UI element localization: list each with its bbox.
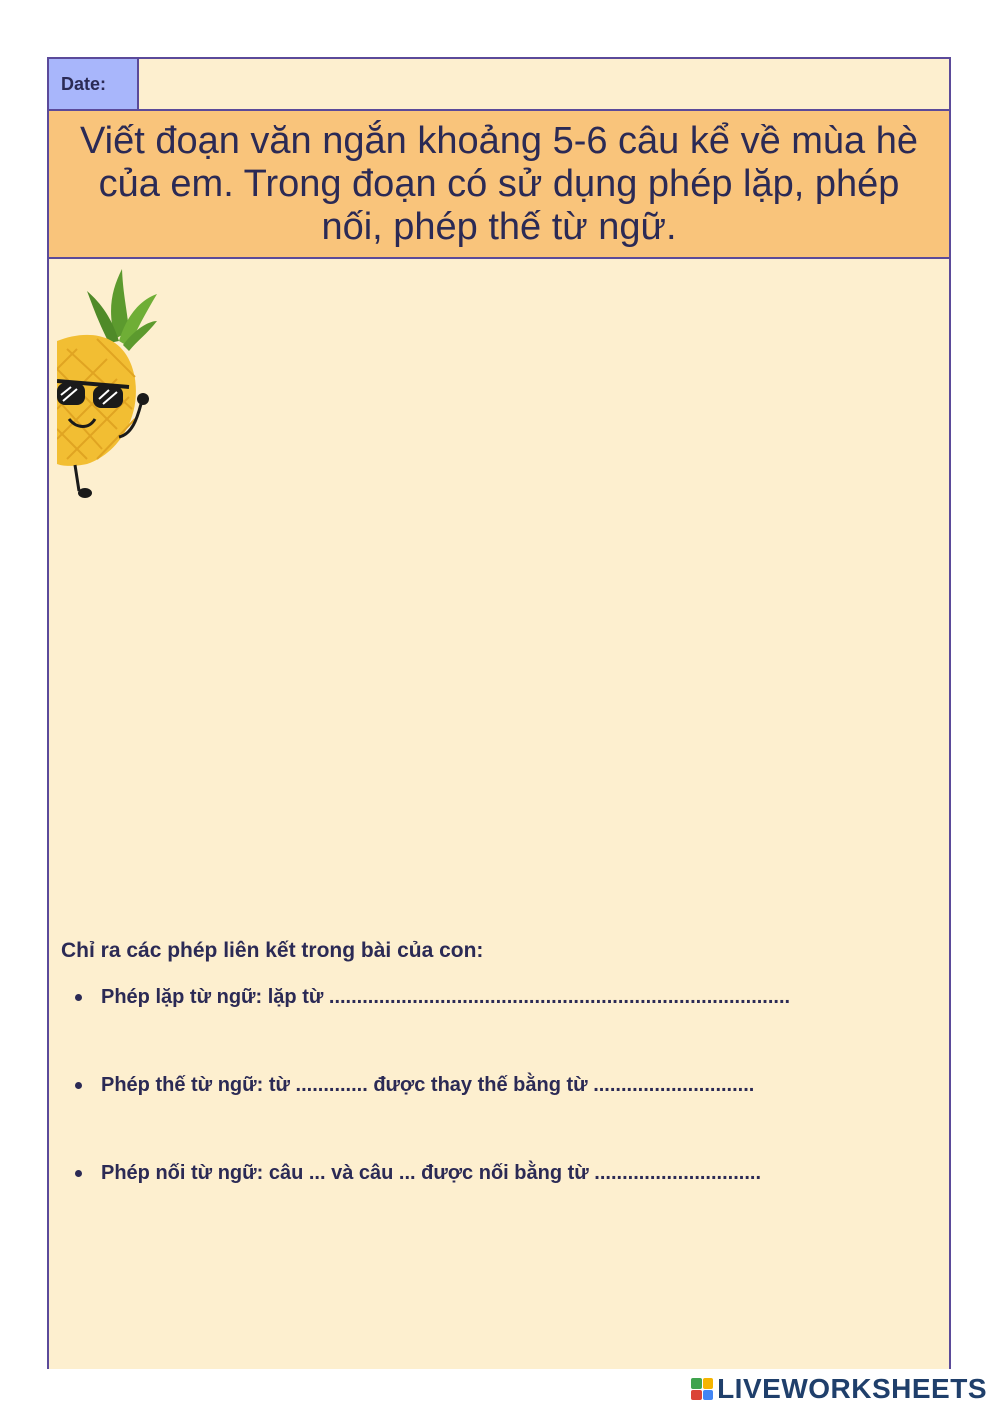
- question-item-label: Phép lặp từ ngữ: lặp từ ...................................................................................: [101, 986, 791, 1008]
- question-item-label: Phép nối từ ngữ: câu ... và câu ... được nối bằng từ ..............................: [101, 1162, 761, 1184]
- question-item-conjunction[interactable]: [75, 1159, 935, 1247]
- worksheet: [47, 57, 951, 1369]
- bullet-icon: [75, 994, 82, 1001]
- task-title-box: [49, 111, 949, 259]
- liveworksheets-logo-icon: [691, 1378, 713, 1400]
- question-item-label: Phép thế từ ngữ: từ ............. được thay thế bằng từ .............................: [101, 1074, 755, 1096]
- date-label: Date:: [49, 59, 139, 109]
- date-row: [49, 59, 949, 111]
- task-title: Viết đoạn văn ngắn khoảng 5-6 câu kể về mùa hè của em. Trong đoạn có sử dụng phép lặp, phép nối, phép thế từ ngữ.: [79, 119, 919, 248]
- liveworksheets-logo[interactable]: [691, 1372, 987, 1406]
- question-item-repetition[interactable]: [75, 983, 935, 1071]
- paragraph-writing-area[interactable]: [61, 274, 939, 914]
- question-prompt: Chỉ ra các phép liên kết trong bài của con:: [61, 939, 484, 962]
- question-list: [75, 983, 935, 1247]
- bullet-icon: [75, 1082, 82, 1089]
- date-input[interactable]: [139, 59, 949, 109]
- bullet-icon: [75, 1170, 82, 1177]
- question-item-substitution[interactable]: [75, 1071, 935, 1159]
- brand-name: LIVEWORKSHEETS: [717, 1373, 987, 1404]
